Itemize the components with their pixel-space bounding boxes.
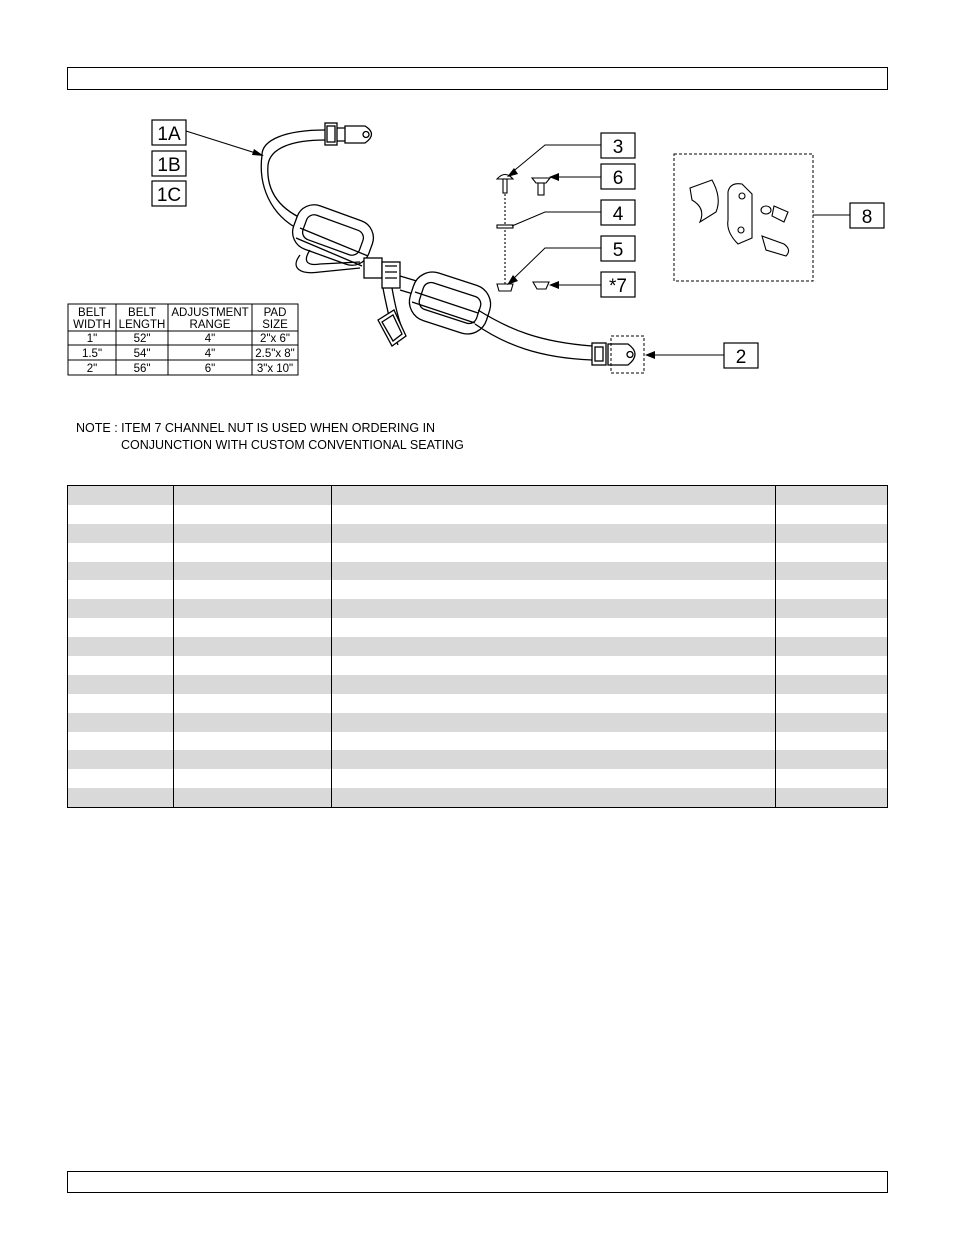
channel-nut-item-7 <box>533 282 549 289</box>
spec-cell: 2.5"x 8" <box>255 348 295 360</box>
spec-cell: 2"x 6" <box>260 333 290 345</box>
table-row <box>68 580 888 599</box>
mounting-bracket-item-8 <box>690 180 789 256</box>
callout-1c <box>152 181 186 206</box>
callout-1b <box>152 151 186 176</box>
spec-header-1-line1: BELT <box>128 307 156 319</box>
spec-cell: 1.5" <box>81 348 103 360</box>
table-row <box>68 656 888 675</box>
ordering-note <box>76 420 464 454</box>
leader-arrow-2 <box>645 351 655 359</box>
table-row <box>68 562 888 581</box>
callout-3 <box>601 133 635 158</box>
spec-header-1-line2: LENGTH <box>118 319 166 331</box>
spec-cell: 4" <box>204 333 216 345</box>
table-row <box>68 543 888 562</box>
callout-6 <box>601 164 635 189</box>
table-row <box>68 618 888 637</box>
spec-cell: 52" <box>133 333 151 345</box>
spec-header-0-line1: BELT <box>78 307 106 319</box>
spec-cell: 6" <box>204 363 216 375</box>
leader-arrow-7 <box>549 281 559 289</box>
svg-text:1A: 1A <box>157 124 181 145</box>
table-row <box>68 750 888 769</box>
table-row <box>68 599 888 618</box>
leader-line-1a <box>186 131 262 155</box>
spec-header-3-line1: PAD <box>263 307 287 319</box>
callout-8 <box>850 203 884 228</box>
table-row <box>68 732 888 751</box>
callout-1a <box>152 120 186 145</box>
svg-text:6: 6 <box>612 168 624 189</box>
spec-cell: 2" <box>86 363 98 375</box>
spec-header-0-line2: WIDTH <box>73 319 111 331</box>
svg-text:3: 3 <box>612 137 624 158</box>
lap-belt-illustration <box>261 123 635 365</box>
belt-spec-table <box>68 304 298 375</box>
bolt-item-6 <box>532 178 550 195</box>
spec-header-3-line2: SIZE <box>262 319 288 331</box>
table-row <box>68 675 888 694</box>
table-row <box>68 637 888 656</box>
leader-arrow-6 <box>549 173 559 181</box>
table-row <box>68 769 888 788</box>
callout-4 <box>601 200 635 225</box>
svg-text:1B: 1B <box>157 155 181 176</box>
spec-cell: 54" <box>133 348 151 360</box>
svg-text:4: 4 <box>612 204 624 225</box>
svg-text:1C: 1C <box>156 185 182 206</box>
svg-text:5: 5 <box>612 240 624 261</box>
table-row <box>68 694 888 713</box>
leader-line-3 <box>510 145 601 174</box>
table-row <box>68 788 888 807</box>
spec-cell: 1" <box>86 333 98 345</box>
callout-2 <box>724 343 758 368</box>
callout-5 <box>601 236 635 261</box>
table-row <box>68 486 888 505</box>
spec-cell: 4" <box>204 348 216 360</box>
spec-header-2-line2: RANGE <box>189 319 231 331</box>
table-row <box>68 505 888 524</box>
svg-text:8: 8 <box>861 207 873 228</box>
footer-bar <box>67 1171 888 1193</box>
leader-line-4 <box>512 212 601 226</box>
exploded-parts-diagram <box>0 0 954 480</box>
table-row <box>68 524 888 543</box>
table-row <box>68 713 888 732</box>
note-line-1: NOTE : ITEM 7 CHANNEL NUT IS USED WHEN ORDERING IN <box>76 421 436 435</box>
svg-text:*7: *7 <box>609 276 627 297</box>
hardware-stack-illustration <box>497 175 513 292</box>
note-line-2: CONJUNCTION WITH CUSTOM CONVENTIONAL SEATING <box>121 438 464 452</box>
spec-cell: 3"x 10" <box>256 363 294 375</box>
spec-cell: 56" <box>133 363 151 375</box>
parts-list-table <box>67 485 888 808</box>
callout-7 <box>601 272 635 297</box>
leader-line-5 <box>510 248 601 282</box>
spec-header-2-line1: ADJUSTMENT <box>171 307 249 319</box>
svg-text:2: 2 <box>735 347 747 368</box>
